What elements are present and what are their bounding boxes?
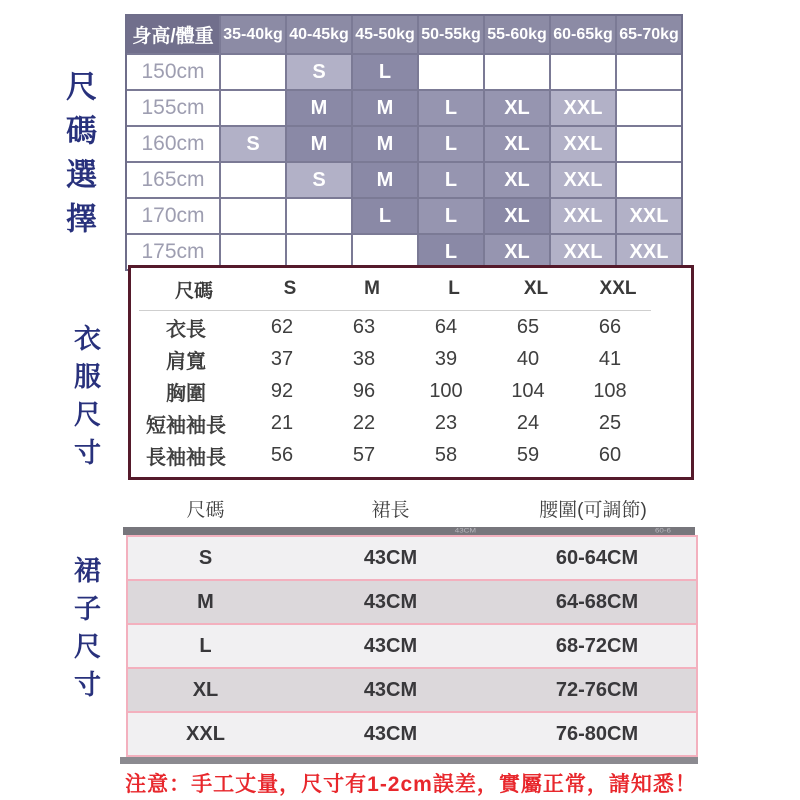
empty-cell (221, 163, 285, 197)
clothes-table-row (131, 311, 651, 343)
skirt-header-cell: 尺碼 (186, 499, 225, 521)
measurement-value: 56 (270, 443, 294, 466)
size-cell: XXL (551, 235, 615, 269)
skirt-size-label: M (197, 590, 214, 613)
skirt-length-value: 43CM (363, 590, 418, 613)
skirt-length-value: 43CM (363, 634, 418, 657)
measurement-label: 肩寬 (166, 350, 206, 373)
empty-cell (221, 55, 285, 89)
measurement-label: 衣長 (166, 318, 206, 341)
skirt-header-cell: 裙長 (371, 499, 410, 521)
height-row-label: 165cm (127, 163, 219, 197)
size-cell: M (353, 127, 417, 161)
skirt-length-value: 43CM (363, 722, 418, 745)
skirt-table-header (128, 492, 688, 524)
skirt-size-label: XL (192, 678, 219, 701)
measurement-value: 108 (593, 379, 627, 402)
size-cell: M (353, 163, 417, 197)
skirt-waist-value: 68-72CM (555, 634, 639, 657)
weight-column-header: 50-55kg (419, 16, 483, 53)
size-selection-grid (125, 14, 683, 271)
size-cell: L (353, 199, 417, 233)
size-cell: XL (485, 127, 549, 161)
grid-corner-header: 身高/體重 (127, 16, 219, 53)
size-cell: S (287, 55, 351, 89)
measurement-value: 60 (598, 443, 622, 466)
size-cell: XXL (551, 91, 615, 125)
measurement-value: 66 (598, 315, 622, 338)
divider-bar (120, 757, 698, 764)
empty-cell (485, 55, 549, 89)
size-cell: XXL (551, 163, 615, 197)
measurement-value: 59 (516, 443, 540, 466)
empty-cell (617, 127, 681, 161)
measurement-value: 62 (270, 315, 294, 338)
weight-column-header: 55-60kg (485, 16, 549, 53)
measurement-value: 38 (352, 347, 376, 370)
skirt-table-row (128, 537, 696, 581)
measurement-value: 40 (516, 347, 540, 370)
section-title-size-selection: 尺碼選擇 (61, 70, 96, 246)
size-cell: L (353, 55, 417, 89)
skirt-waist-value: 72-76CM (555, 678, 639, 701)
clothes-header-cell: L (448, 278, 460, 299)
size-cell: XXL (551, 127, 615, 161)
measurement-value: 21 (270, 411, 294, 434)
skirt-size-label: XXL (186, 722, 225, 745)
size-cell: XL (485, 163, 549, 197)
empty-cell (419, 55, 483, 89)
empty-cell (617, 91, 681, 125)
measurement-value: 39 (434, 347, 458, 370)
size-cell: M (287, 91, 351, 125)
measurement-value: 65 (516, 315, 540, 338)
height-row-label: 155cm (127, 91, 219, 125)
clothes-table-row (131, 375, 651, 407)
measurement-value: 37 (270, 347, 294, 370)
size-cell: XXL (617, 235, 681, 269)
skirt-table-row (128, 581, 696, 625)
measurement-value: 23 (434, 411, 458, 434)
size-cell: M (353, 91, 417, 125)
measurement-label: 長袖袖長 (146, 446, 226, 469)
skirt-size-table (126, 535, 698, 757)
skirt-size-label: S (198, 546, 213, 569)
clothes-table-row (131, 439, 651, 471)
height-row-label: 170cm (127, 199, 219, 233)
measurement-value: 24 (516, 411, 540, 434)
clothes-size-table (128, 265, 694, 480)
weight-column-header: 35-40kg (221, 16, 285, 53)
empty-cell (221, 91, 285, 125)
weight-column-header: 40-45kg (287, 16, 351, 53)
measurement-value: 22 (352, 411, 376, 434)
compressed-row-artifact (123, 527, 695, 535)
size-cell: XL (485, 91, 549, 125)
size-cell: XL (485, 199, 549, 233)
measurement-value: 41 (598, 347, 622, 370)
clothes-table-header-row (139, 268, 651, 311)
clothes-header-cell: S (283, 278, 297, 299)
measurement-value: 58 (434, 443, 458, 466)
skirt-size-label: L (199, 634, 212, 657)
skirt-table-row (128, 713, 696, 755)
height-row-label: 150cm (127, 55, 219, 89)
measurement-note: 注意：手工丈量，尺寸有1-2cm誤差，實屬正常，請知悉！ (125, 773, 697, 796)
measurement-value: 63 (352, 315, 376, 338)
skirt-table-row (128, 625, 696, 669)
empty-cell (287, 235, 351, 269)
table-padding (131, 471, 691, 477)
size-cell: S (287, 163, 351, 197)
section-title-skirt-size: 裙子尺寸 (70, 556, 100, 708)
empty-cell (551, 55, 615, 89)
measurement-label: 胸圍 (166, 382, 206, 405)
measurement-value: 104 (511, 379, 545, 402)
clothes-header-cell: XXL (599, 278, 637, 299)
measurement-value: 96 (352, 379, 376, 402)
clothes-table-row (131, 407, 651, 439)
size-cell: XL (485, 235, 549, 269)
measurement-label: 短袖袖長 (146, 414, 226, 437)
height-row-label: 175cm (127, 235, 219, 269)
artifact-text: 43CM (454, 527, 477, 535)
clothes-header-cell: M (364, 278, 380, 299)
size-cell: L (419, 127, 483, 161)
skirt-table-row (128, 669, 696, 713)
clothes-table-row (131, 343, 651, 375)
skirt-waist-value: 60-64CM (555, 546, 639, 569)
weight-column-header: 60-65kg (551, 16, 615, 53)
empty-cell (287, 199, 351, 233)
skirt-waist-value: 76-80CM (555, 722, 639, 745)
section-title-clothes-size: 衣服尺寸 (70, 324, 100, 476)
weight-column-header: 45-50kg (353, 16, 417, 53)
artifact-text: 60-6 (654, 527, 671, 535)
clothes-header-cell: 尺碼 (174, 280, 213, 302)
size-cell: L (419, 235, 483, 269)
measurement-value: 64 (434, 315, 458, 338)
measurement-value: 25 (598, 411, 622, 434)
skirt-length-value: 43CM (363, 546, 418, 569)
empty-cell (353, 235, 417, 269)
empty-cell (221, 235, 285, 269)
skirt-waist-value: 64-68CM (555, 590, 639, 613)
skirt-length-value: 43CM (363, 678, 418, 701)
empty-cell (617, 55, 681, 89)
empty-cell (617, 163, 681, 197)
size-cell: L (419, 199, 483, 233)
skirt-header-cell: 腰圍(可調節) (539, 499, 647, 521)
size-cell: XXL (617, 199, 681, 233)
size-cell: XXL (551, 199, 615, 233)
measurement-value: 100 (429, 379, 463, 402)
size-cell: M (287, 127, 351, 161)
size-cell: S (221, 127, 285, 161)
empty-cell (221, 199, 285, 233)
measurement-value: 92 (270, 379, 294, 402)
weight-column-header: 65-70kg (617, 16, 681, 53)
clothes-header-cell: XL (523, 278, 549, 299)
size-cell: L (419, 163, 483, 197)
size-cell: L (419, 91, 483, 125)
height-row-label: 160cm (127, 127, 219, 161)
measurement-value: 57 (352, 443, 376, 466)
